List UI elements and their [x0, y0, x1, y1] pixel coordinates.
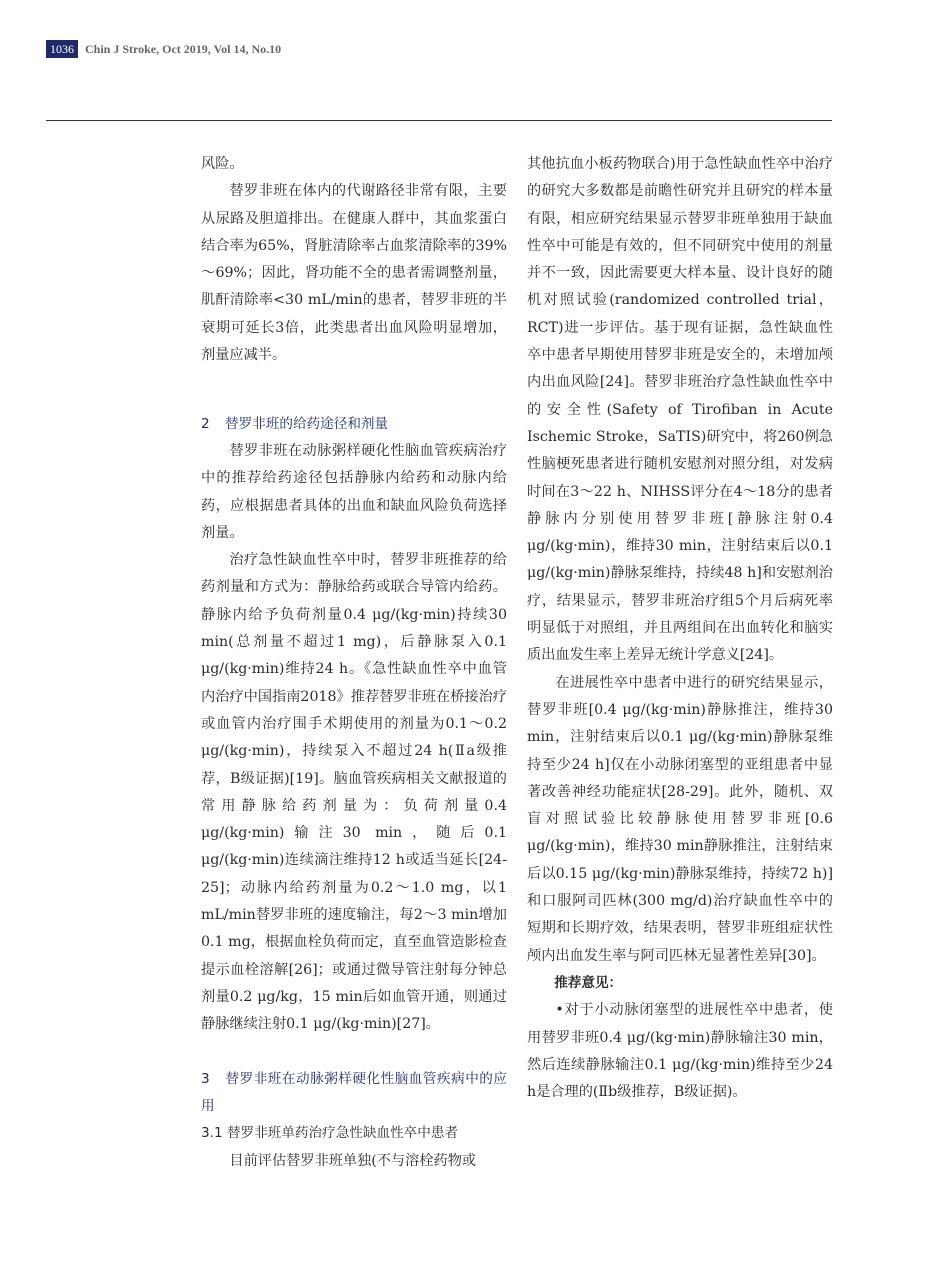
section-number: 3: [201, 1070, 210, 1087]
section-title: 替罗非班在动脉粥样硬化性脑血管疾病中的应用: [201, 1070, 507, 1115]
header-rule: [46, 120, 832, 121]
section-title: 替罗非班的给药途径和剂量: [225, 415, 389, 432]
page-number: 1036: [46, 40, 78, 58]
subsection-heading-3-1: 3.1 替罗非班单药治疗急性缺血性卒中患者: [201, 1125, 459, 1142]
recommendation-item: •对于小动脉闭塞型的进展性卒中患者，使用替罗非班0.4 μg/(kg·min)静脉输注30 min，然后连续静脉输注0.1 μg/(kg·min)维持至少24 h是合理的(Ⅱb级推荐，B级证据)。: [527, 1002, 833, 1101]
journal-citation: Chin J Stroke, Oct 2019, Vol 14, No.10: [85, 41, 282, 56]
paragraph-progressive-stroke: 在进展性卒中患者中进行的研究结果显示，替罗非班[0.4 μg/(kg·min)静脉推注，维持30 min，注射结束后以0.1 μg/(kg·min)静脉泵维持至少24 h]仅在小动脉闭塞型的亚组患者中显著改善神经功能症状[28-29]。此外，随机、双盲对照试验比较静脉使用替罗非班[0.6 μg/(kg·min)，维持30 min静脉推注，注射结束后以0.15 μg/(kg·min)静脉泵维持，持续72 h)]和口服阿司匹林(300 mg/d)治疗缺血性卒中的短期和长期疗效，结果表明，替罗非班组症状性颅内出血发生率与阿司匹林无显著性差异[30]。: [527, 674, 833, 964]
section-heading-3: [201, 1066, 507, 1121]
running-header: [46, 39, 281, 59]
paragraph-route: 替罗非班在动脉粥样硬化性脑血管疾病治疗中的推荐给药途径包括静脉内给药和动脉内给药，应根据患者具体的出血和缺血风险负荷选择剂量。: [201, 442, 507, 541]
paragraph-risk-end: 风险。: [201, 156, 244, 172]
paragraph-metabolism: 替罗非班在体内的代谢路径非常有限，主要从尿路及胆道排出。在健康人群中，其血浆蛋白结合率为65%，肾脏清除率占血浆清除率的39%～69%；因此，肾功能不全的患者需调整剂量，肌酐清除率<30 mL/min的患者，替罗非班的半衰期可延长3倍，此类患者出血风险明显增加，剂量应减半。: [201, 183, 507, 364]
right-column: [527, 151, 833, 1106]
paragraph-dosage: 治疗急性缺血性卒中时，替罗非班推荐的给药剂量和方式为：静脉给药或联合导管内给药。静脉内给予负荷剂量0.4 μg/(kg·min)持续30 min(总剂量不超过1 mg)，后静脉泵入0.1 μg/(kg·min)维持24 h。《急性缺血性卒中血管内治疗中国指南2018》推荐替罗非班在桥接治疗或血管内治疗围手术期使用的剂量为0.1～0.2 μg/(kg·min)，持续泵入不超过24 h(Ⅱa级推荐，B级证据)[19]。脑血管疾病相关文献报道的常用静脉给药剂量为：负荷剂量0.4 μg/(kg·min)输注30 min，随后0.1 μg/(kg·min)连续滴注维持12 h或适当延长[24-25]；动脉内给药剂量为0.2～1.0 mg，以1 mL/min替罗非班的速度输注，每2～3 min增加0.1 mg，根据血栓负荷而定，直至血管造影检查提示血栓溶解[26]；或通过微导管注射每分钟总剂量0.2 μg/kg，15 min后如血管开通，则通过静脉继续注射0.1 μg/(kg·min)[27]。: [201, 552, 507, 1033]
paragraph-studies: 其他抗血小板药物联合)用于急性缺血性卒中治疗的研究大多数都是前瞻性研究并且研究的样本量有限，相应研究结果显示替罗非班单独用于缺血性卒中可能是有效的，但不同研究中使用的剂量并不一致，因此需要更大样本量、设计良好的随机对照试验(randomized controlled trial，RCT)进一步评估。基于现有证据，急性缺血性卒中患者早期使用替罗非班是安全的，未增加颅内出血风险[24]。替罗非班治疗急性缺血性卒中的安全性(Safety of Tirofiban in Acute Ischemic Stroke，SaTIS)研究中，将260例急性脑梗死患者进行随机安慰剂对照分组，对发病时间在3～22 h、NIHSS评分在4～18分的患者静脉内分别使用替罗非班[静脉注射0.4 μg/(kg·min)，维持30 min，注射结束后以0.1 μg/(kg·min)静脉泵维持，持续48 h]和安慰剂治疗，结果显示，替罗非班治疗组5个月后病死率明显低于对照组，并且两组间在出血转化和脑实质出血发生率上差异无统计学意义[24]。: [527, 156, 833, 664]
paragraph-monotherapy: 目前评估替罗非班单独(不与溶栓药物或: [229, 1152, 477, 1169]
left-column: [201, 151, 507, 1175]
recommendation-title: 推荐意见：: [554, 974, 623, 991]
section-heading-2: [201, 411, 507, 438]
section-number: 2: [201, 415, 210, 432]
